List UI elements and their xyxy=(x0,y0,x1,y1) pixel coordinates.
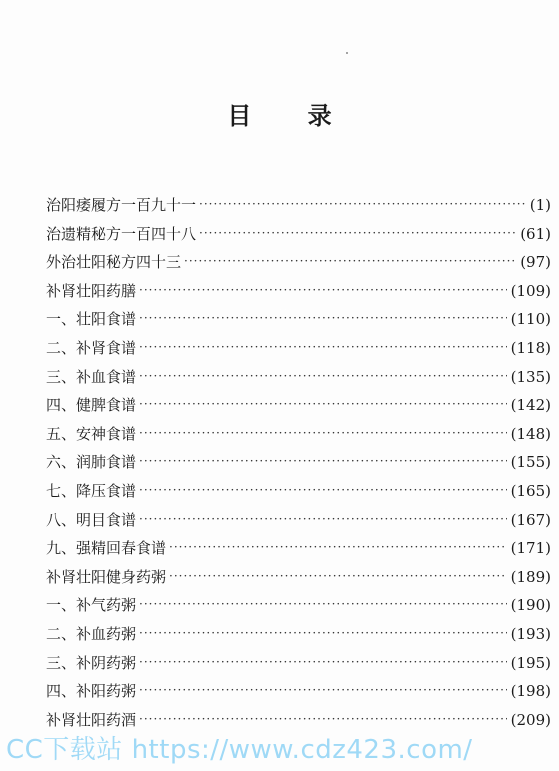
dot-leader xyxy=(199,190,526,219)
dot-leader xyxy=(139,333,507,362)
toc-entry[interactable] xyxy=(46,448,551,477)
toc-entry[interactable] xyxy=(46,477,551,506)
toc-entry[interactable] xyxy=(46,334,551,363)
dot-leader xyxy=(199,219,516,248)
scan-speck xyxy=(346,52,348,54)
toc-entry[interactable] xyxy=(46,277,551,306)
toc-entry[interactable] xyxy=(46,620,551,649)
toc-entry-title: 补肾壮阳药膳 xyxy=(46,281,137,300)
toc-entry[interactable] xyxy=(46,391,551,420)
toc-entry-title: 四、补阳药粥 xyxy=(46,682,137,701)
toc-entry-page-number: (109) xyxy=(510,281,551,300)
toc-entry-page-number: (171) xyxy=(510,539,551,558)
toc-entry[interactable] xyxy=(46,649,551,678)
dot-leader xyxy=(139,619,507,648)
dot-leader xyxy=(139,419,507,448)
toc-entry[interactable] xyxy=(46,591,551,620)
toc-entry-page-number: (193) xyxy=(510,624,551,643)
dot-leader xyxy=(139,676,507,705)
toc-entry-page-number: (110) xyxy=(510,310,551,329)
toc-entry-page-number: (167) xyxy=(510,510,551,529)
toc-entry[interactable] xyxy=(46,563,551,592)
toc-entry[interactable] xyxy=(46,420,551,449)
toc-entry-page-number: (97) xyxy=(520,253,551,272)
page-title: 目 录 xyxy=(227,101,356,130)
toc-entry-page-number: (148) xyxy=(510,424,551,443)
toc-entry-page-number: (198) xyxy=(510,682,551,701)
toc-entry-title: 外治壮阳秘方四十三 xyxy=(46,253,182,272)
toc-entry-title: 八、明目食谱 xyxy=(46,510,137,529)
dot-leader xyxy=(139,447,507,476)
toc-entry-title: 五、安神食谱 xyxy=(46,424,137,443)
toc-entry-page-number: (61) xyxy=(520,224,551,243)
toc-entry[interactable] xyxy=(46,506,551,535)
dot-leader xyxy=(139,476,507,505)
table-of-contents xyxy=(46,191,551,734)
toc-entry-title: 九、强精回春食谱 xyxy=(46,539,167,558)
toc-entry-page-number: (135) xyxy=(510,367,551,386)
dot-leader xyxy=(139,362,507,391)
toc-entry[interactable] xyxy=(46,248,551,277)
toc-entry-page-number: (195) xyxy=(510,653,551,672)
dot-leader xyxy=(139,505,507,534)
toc-entry-title: 二、补肾食谱 xyxy=(46,338,137,357)
dot-leader xyxy=(169,562,507,591)
toc-entry-title: 二、补血药粥 xyxy=(46,624,137,643)
dot-leader xyxy=(139,590,507,619)
watermark-text: CC下载站 https://www.cdz423.com/ xyxy=(6,735,473,765)
toc-entry[interactable] xyxy=(46,534,551,563)
dot-leader xyxy=(139,648,507,677)
toc-entry-title: 补肾壮阳健身药粥 xyxy=(46,567,167,586)
toc-entry-title: 一、壮阳食谱 xyxy=(46,310,137,329)
toc-entry-title: 四、健脾食谱 xyxy=(46,396,137,415)
toc-entry-title: 三、补血食谱 xyxy=(46,367,137,386)
toc-entry[interactable] xyxy=(46,363,551,392)
toc-entry-page-number: (165) xyxy=(510,481,551,500)
toc-entry[interactable] xyxy=(46,677,551,706)
toc-entry[interactable] xyxy=(46,191,551,220)
dot-leader xyxy=(184,247,516,276)
dot-leader xyxy=(139,304,507,333)
toc-entry-page-number: (190) xyxy=(510,596,551,615)
toc-entry-page-number: (118) xyxy=(510,338,551,357)
toc-entry-title: 七、降压食谱 xyxy=(46,481,137,500)
dot-leader xyxy=(169,533,507,562)
toc-entry-title: 治阳痿履方一百九十一 xyxy=(46,196,197,214)
toc-entry-page-number: (209) xyxy=(510,710,551,729)
toc-entry-page-number: (142) xyxy=(510,396,551,415)
toc-entry-title: 三、补阴药粥 xyxy=(46,653,137,672)
toc-entry-page-number: (1) xyxy=(529,196,551,214)
toc-entry-title: 治遗精秘方一百四十八 xyxy=(46,224,197,243)
toc-entry-page-number: (189) xyxy=(510,567,551,586)
toc-entry-title: 一、补气药粥 xyxy=(46,596,137,615)
toc-entry-page-number: (155) xyxy=(510,453,551,472)
dot-leader xyxy=(139,276,507,305)
toc-entry-title: 补肾壮阳药酒 xyxy=(46,710,137,729)
toc-entry-title: 六、润肺食谱 xyxy=(46,453,137,472)
toc-entry[interactable] xyxy=(46,305,551,334)
dot-leader xyxy=(139,390,507,419)
toc-entry[interactable] xyxy=(46,220,551,249)
